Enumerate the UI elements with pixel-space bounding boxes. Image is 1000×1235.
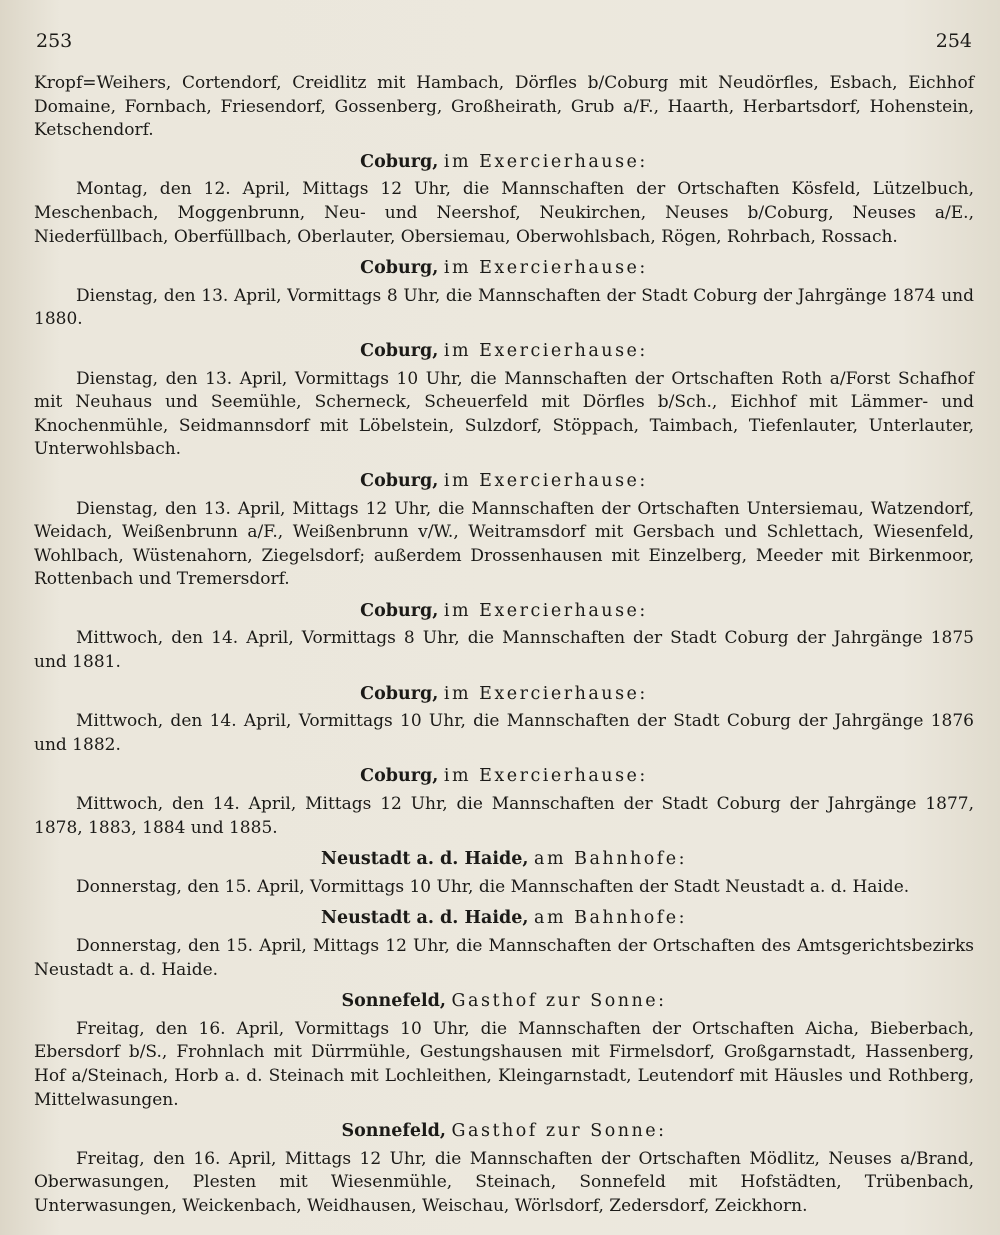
section-venue: am Bahnhofe: [534, 908, 688, 929]
section-place: Sonnefeld, [341, 1121, 446, 1142]
section-venue: Gasthof zur Sonne: [451, 1121, 667, 1142]
section-text: Dienstag, den 13. April, Mittags 12 Uhr, die Mannschaften der Ortschaften Untersiemau, Watzendorf, Weidach, Weißenbrunn a/F., Weißenbrunn v/W., Weitramsdorf mit Gersbach und Schlettach, Wiesenfeld, Wohlbach, Wüstenahorn, Ziegelsdorf; außerdem Drossenhausen mit Einzelberg, Meeder mit Birkenmoor, Rottenbach und Tremersdorf. [34, 498, 974, 590]
section-3 [34, 340, 974, 462]
section-heading [34, 907, 974, 931]
section-place: Coburg, [360, 340, 439, 361]
section-place: Sonnefeld, [341, 991, 446, 1012]
section-heading [34, 765, 974, 789]
section-4 [34, 470, 974, 592]
page-number-left: 253 [36, 30, 73, 52]
section-place: Coburg, [360, 766, 439, 787]
section-heading [34, 340, 974, 364]
section-place: Neustadt a. d. Haide, [320, 849, 529, 870]
section-text: Freitag, den 16. April, Mittags 12 Uhr, die Mannschaften der Ortschaften Mödlitz, Neuses a/Brand, Oberwasungen, Plesten mit Wiesenmühle, Steinach, Sonnefeld mit Hofstädten, Trübenbach, Unterwasungen, Weickenbach, Weidhausen, Weischau, Wörlsdorf, Zedersdorf, Zeickhorn. [34, 1148, 974, 1216]
section-2 [34, 257, 974, 332]
intro-paragraph: Kropf=Weihers, Cortendorf, Creidlitz mit Hambach, Dörfles b/Coburg mit Neudörfles, Esbach, Eichhof Domaine, Fornbach, Friesendorf, Gossenberg, Großheirath, Grub a/F., Haarth, Herbartsdorf, Hohenstein, Ketschendorf. [34, 73, 974, 141]
section-venue: im Exercierhause: [443, 600, 648, 621]
section-heading [34, 257, 974, 281]
section-text: Dienstag, den 13. April, Vormittags 8 Uhr, die Mannschaften der Stadt Coburg der Jahrgänge 1874 und 1880. [34, 285, 974, 330]
section-heading [34, 600, 974, 624]
section-heading [34, 470, 974, 494]
section-venue: im Exercierhause: [443, 340, 648, 361]
section-heading [34, 1120, 974, 1144]
section-place: Coburg, [360, 470, 439, 491]
section-11 [34, 1120, 974, 1218]
section-8 [34, 848, 974, 899]
section-text: Freitag, den 16. April, Vormittags 10 Uhr, die Mannschaften der Ortschaften Aicha, Bieberbach, Ebersdorf b/S., Frohnlach mit Dürrmühle, Gestungshausen mit Firmelsdorf, Großgarnstadt, Hassenberg, Hof a/Steinach, Horb a. d. Steinach mit Lochleithen, Kleingarnstadt, Leutendorf mit Häusles und Rothberg, Mittelwasungen. [34, 1018, 974, 1110]
section-7 [34, 765, 974, 840]
section-place: Coburg, [360, 151, 439, 172]
section-venue: am Bahnhofe: [534, 849, 688, 870]
section-heading [34, 848, 974, 872]
section-heading [34, 990, 974, 1014]
section-1 [34, 151, 974, 249]
section-text: Mittwoch, den 14. April, Vormittags 8 Uhr, die Mannschaften der Stadt Coburg der Jahrgänge 1875 und 1881. [34, 628, 974, 673]
section-venue: Gasthof zur Sonne: [451, 991, 667, 1012]
section-text: Dienstag, den 13. April, Vormittags 10 Uhr, die Mannschaften der Ortschaften Roth a/Forst Schafhof mit Neuhaus und Seemühle, Scherneck, Scheuerfeld mit Dörfles b/Sch., Eichhof mit Lämmer- und Knochenmühle, Seidmannsdorf mit Löbelstein, Sulzdorf, Stöppach, Taimbach, Tiefenlauter, Unterlauter, Unterwohlsbach. [34, 368, 974, 460]
section-venue: im Exercierhause: [443, 766, 648, 787]
page-number-right: 254 [935, 30, 972, 52]
section-text: Mittwoch, den 14. April, Mittags 12 Uhr, die Mannschaften der Stadt Coburg der Jahrgänge 1877, 1878, 1883, 1884 und 1885. [34, 794, 974, 838]
section-text: Mittwoch, den 14. April, Vormittags 10 Uhr, die Mannschaften der Stadt Coburg der Jahrgänge 1876 und 1882. [34, 711, 974, 755]
section-6 [34, 683, 974, 758]
section-place: Coburg, [360, 683, 439, 704]
section-place: Coburg, [360, 258, 439, 279]
section-venue: im Exercierhause: [443, 151, 648, 172]
section-venue: im Exercierhause: [443, 470, 648, 491]
section-heading [34, 151, 974, 175]
section-10 [34, 990, 974, 1112]
section-text: Donnerstag, den 15. April, Mittags 12 Uhr, die Mannschaften der Ortschaften des Amtsgerichtsbezirks Neustadt a. d. Haide. [34, 936, 974, 980]
section-venue: im Exercierhause: [443, 683, 648, 704]
section-text: Donnerstag, den 15. April, Vormittags 10 Uhr, die Mannschaften der Stadt Neustadt a. d. Haide. [76, 876, 910, 897]
section-venue: im Exercierhause: [443, 258, 648, 279]
section-heading [34, 683, 974, 707]
section-text: Montag, den 12. April, Mittags 12 Uhr, die Mannschaften der Ortschaften Kösfeld, Lützelbuch, Meschenbach, Moggenbrunn, Neu- und Neershof, Neukirchen, Neuses b/Coburg, Neuses a/E., Niederfüllbach, Oberfüllbach, Oberlauter, Obersiemau, Oberwohlsbach, Rögen, Rohrbach, Rossach. [34, 179, 974, 247]
page-content [34, 72, 974, 1219]
section-5 [34, 600, 974, 675]
section-place: Neustadt a. d. Haide, [320, 908, 529, 929]
section-9 [34, 907, 974, 982]
section-place: Coburg, [360, 600, 439, 621]
